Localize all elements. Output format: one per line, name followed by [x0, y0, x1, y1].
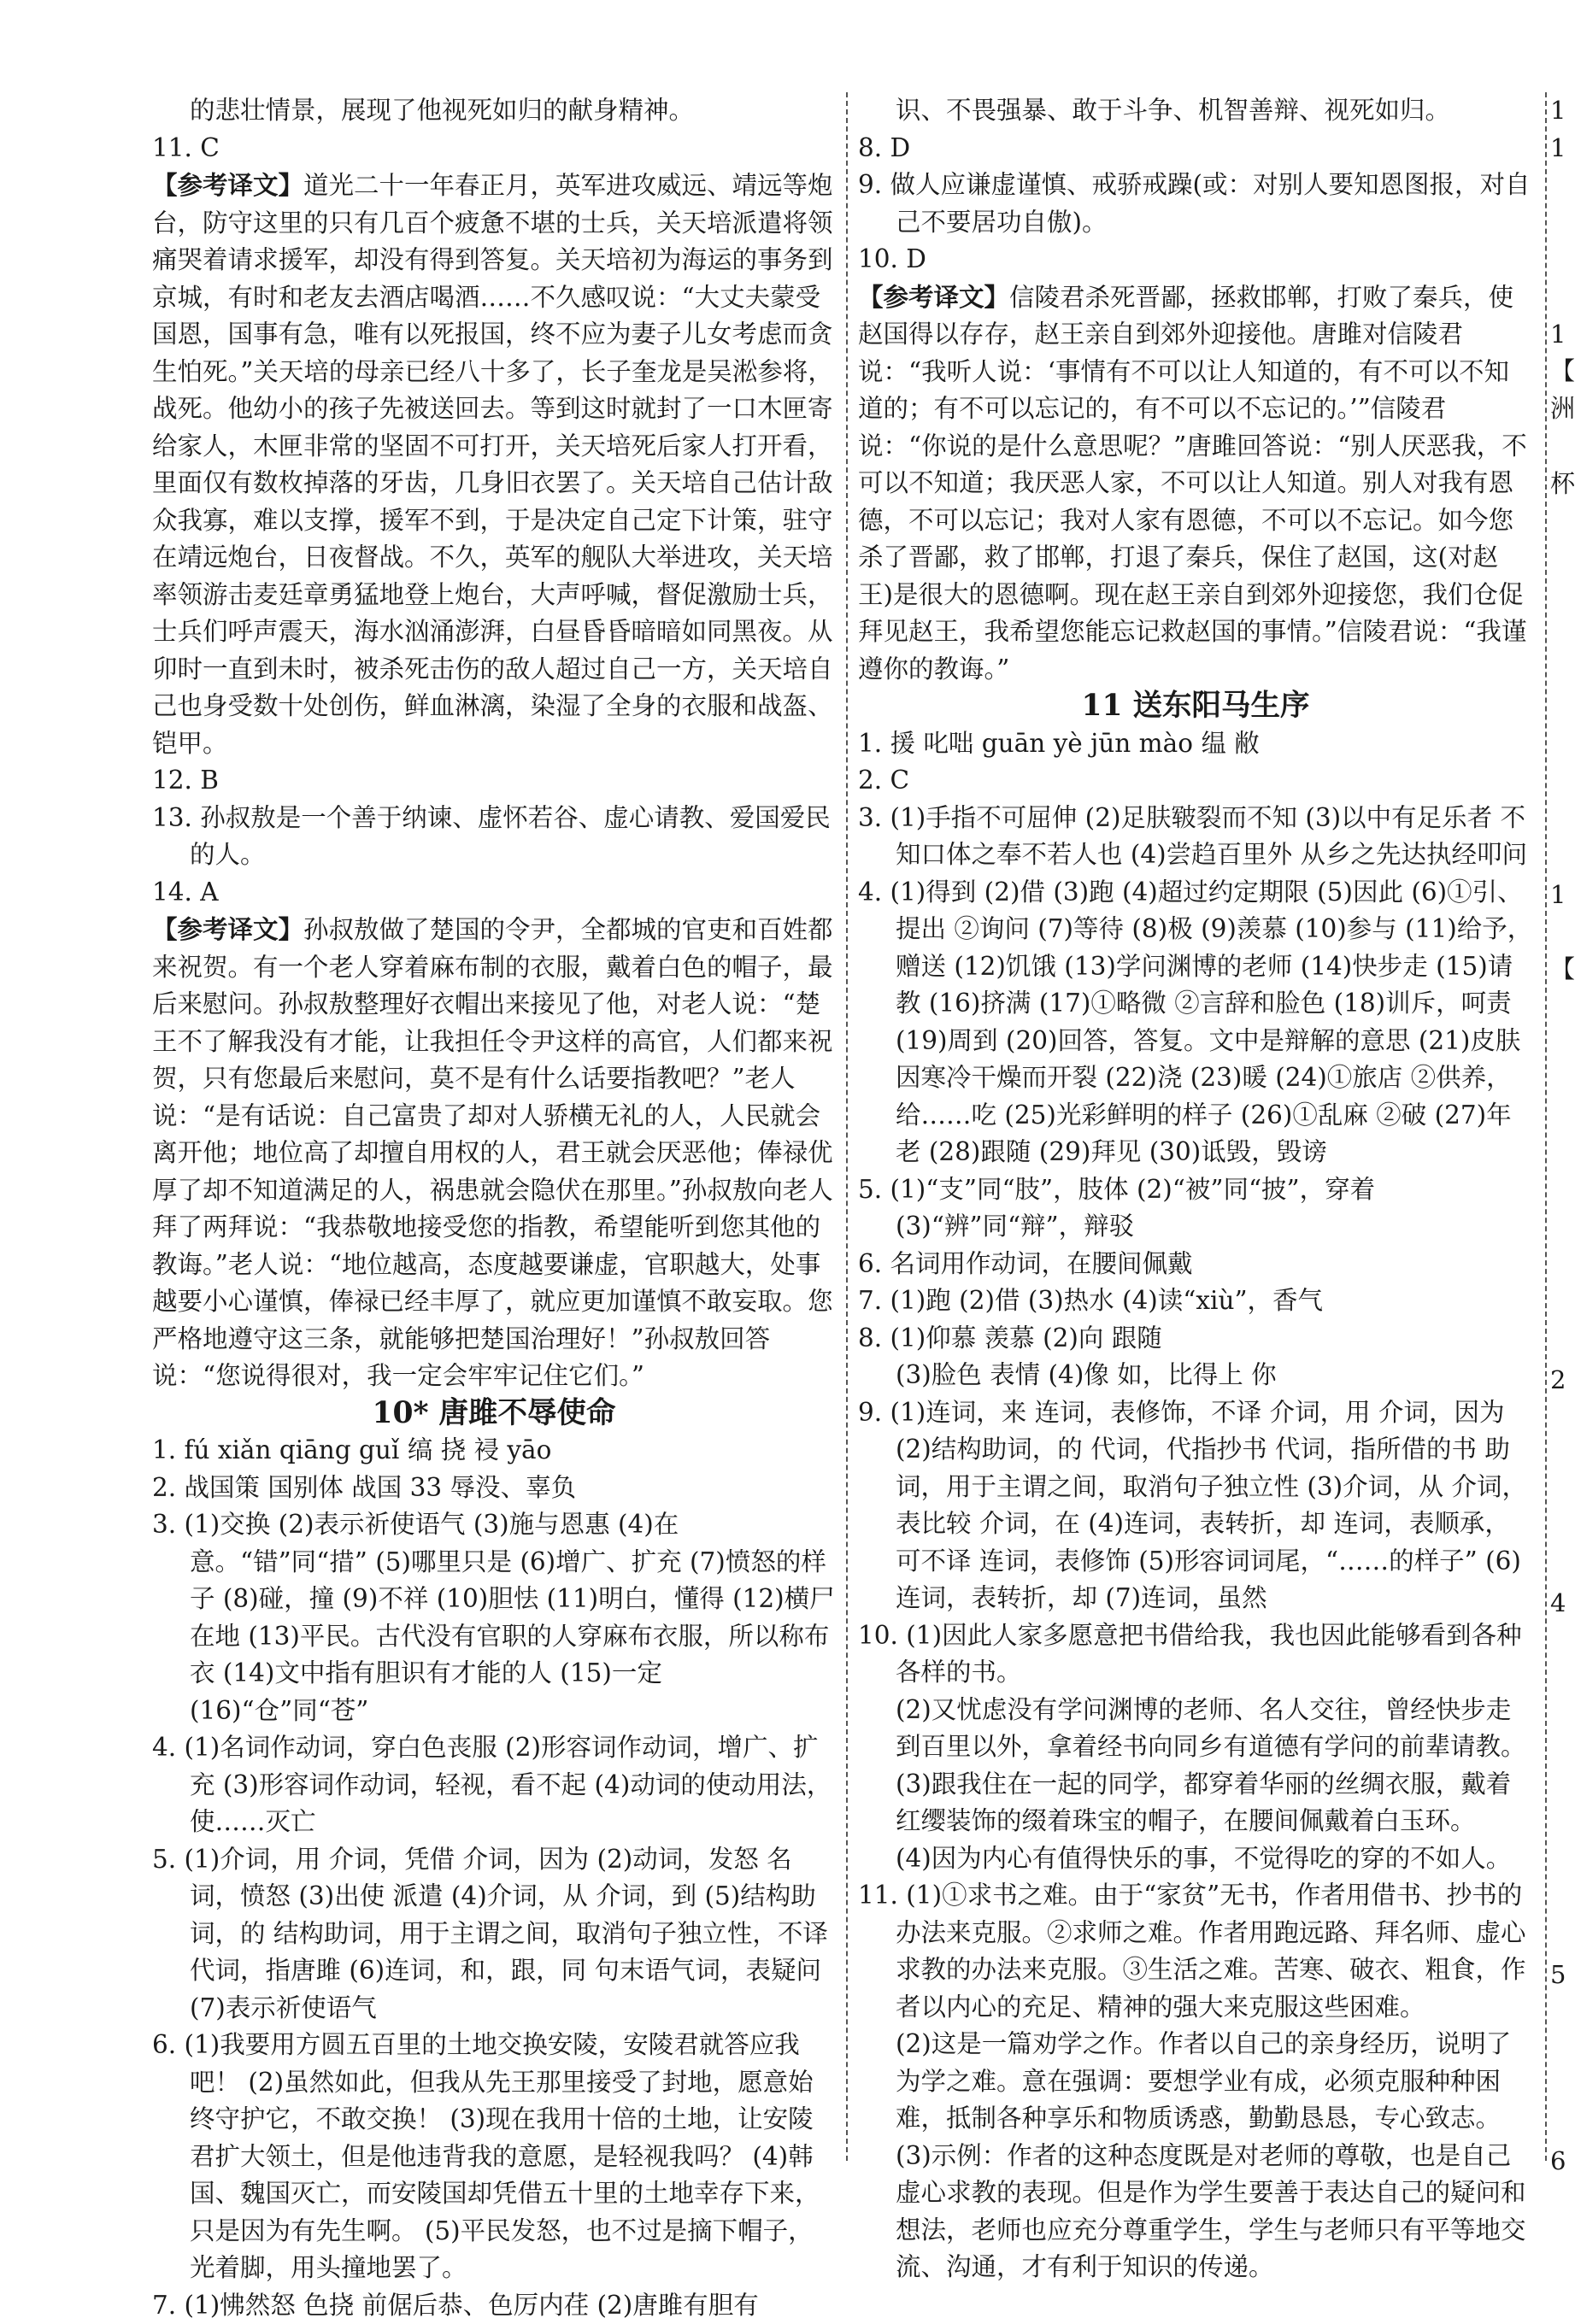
answer-paragraph	[858, 725, 1533, 763]
edge-fragment: 【	[1550, 951, 1575, 989]
answer-paragraph	[858, 1877, 1533, 2026]
paragraph-text: 1. 援 叱咄 guān yè jūn mào 缊 敝	[858, 729, 1260, 758]
answer-paragraph	[152, 1841, 836, 2028]
paragraph-text: 孙叔敖做了楚国的令尹，全都城的官吏和百姓都来祝贺。有一个老人穿着麻布制的衣服，戴着白色的帽子，最后来慰问。孙叔敖整理好衣帽出来接见了他，对老人说：“楚王不了解我没有才能，让我担任令尹这样的高官，人们都来祝贺，只有您最后来慰问，莫不是有什么话要指教吧？”老人说：“是有话说：自己富贵了却对人骄横无礼的人，人民就会离开他；地位高了却擅自用权的人，君王就会厌恶他；俸禄优厚了却不知道满足的人，祸患就会隐伏在那里。”孙叔敖向老人拜了两拜说：“我恭敬地接受您的指教，希望能听到您其他的教诲。”老人说：“地位越高，态度越要谦虚，官职越大，处事越要小心谨慎，俸禄已经丰厚了，就应更加谨慎不敢妄取。您严格地遵守这三条，就能够把楚国治理好！”孙叔敖回答说：“您说得很对，我一定会牢牢记住它们。”	[152, 915, 833, 1390]
answer-paragraph	[858, 1394, 1533, 1617]
paragraph-text: (4)因为内心有值得快乐的事，不觉得吃的穿的不如人。	[896, 1844, 1511, 1873]
paragraph-text: 2. C	[858, 766, 909, 795]
answer-paragraph	[858, 1282, 1533, 1320]
answer-paragraph	[858, 92, 1533, 130]
paragraph-text: 信陵君杀死晋鄙，拯救邯郸，打败了秦兵，使赵国得以存存，赵王亲自到郊外迎接他。唐雎对信陵君说：“我听人说：‘事情有不可以让人知道的，有不可以不知道的；有不可以忘记的，有不可以不忘记的。’”信陵君说：“你说的是什么意思呢？”唐雎回答说：“别人厌恶我，不可以不知道；我厌恶人家，不可以让人知道。别人对我有恩德，不可以忘记；我对人家有恩德，不可以不忘记。如今您杀了晋鄙，救了邯郸，打退了秦兵，保住了赵国，这(对赵王)是很大的恩德啊。现在赵王亲自到郊外迎接您，我们仓促拜见赵王，我希望您能忘记救赵国的事情。”信陵君说：“我谨遵你的教诲。”	[858, 283, 1527, 684]
reference-translation-tag: 【参考译文】	[858, 282, 1009, 312]
answer-paragraph	[152, 1506, 836, 1729]
column-divider-left	[846, 92, 848, 2161]
answer-paragraph	[152, 130, 836, 167]
edge-fragment: 1	[1550, 877, 1566, 914]
answer-paragraph	[858, 241, 1533, 279]
paragraph-text: (2)又忧虑没有学问渊博的老师、名人交往，曾经快步走到百里以外，拿着经书向同乡有道德有学问的前辈请教。	[896, 1695, 1526, 1762]
answer-paragraph	[858, 2138, 1533, 2286]
paragraph-text: 3. (1)交换 (2)表示祈使语气 (3)施与恩惠 (4)在意。“错”同“措” (5)哪里只是 (6)增广、扩充 (7)愤怒的样子 (8)碰，撞 (9)不祥 (10)胆怯 (11)明白，懂得 (12)横尸在地 (13)平民。古代没有官职的人穿麻布衣服，所以称布衣 (14)文中指有胆识有才能的人 (15)一定 (16)“仓”同“苍”	[152, 1510, 835, 1725]
edge-fragment: 【	[1550, 353, 1575, 390]
answer-paragraph	[858, 2026, 1533, 2138]
answer-paragraph	[858, 1320, 1533, 1358]
reference-translation-tag: 【参考译文】	[152, 914, 303, 944]
answer-paragraph	[858, 1357, 1533, 1394]
column-divider-right	[1545, 92, 1547, 2161]
paragraph-text: 7. (1)跑 (2)借 (3)热水 (4)读“xiù”，香气	[858, 1286, 1323, 1315]
edge-fragment: 5	[1550, 1957, 1566, 1994]
left-column	[152, 92, 836, 2324]
answer-paragraph	[858, 800, 1533, 874]
edge-fragment: 6	[1550, 2143, 1566, 2180]
answer-paragraph	[858, 130, 1533, 167]
paragraph-text: 5. (1)介词，用 介词，凭借 介词，因为 (2)动词，发怒 名词，愤怒 (3)出使 派遣 (4)介词，从 介词，到 (5)结构助词，的 结构助词，用于主谓之间，取消句子独立性，不译 代词，指唐雎 (6)连词，和，跟，同 句末语气词，表疑问 (7)表示祈使语气	[152, 1845, 828, 2022]
answer-paragraph	[858, 279, 1533, 689]
answer-paragraph	[858, 1171, 1533, 1246]
answer-paragraph	[152, 2027, 836, 2287]
paragraph-text: 9. (1)连词，来 连词，表修饰，不译 介词，用 介词，因为 (2)结构助词，的 代词，代指抄书 代词，指所借的书 助词，用于主谓之间，取消句子独立性 (3)介词，从 介词，表比较 介词，在 (4)连词，表转折，却 连词，表顺承，可不译 连词，表修饰 (5)形容词词尾，“……的样子” (6)连词，表转折，却 (7)连词，虽然	[858, 1398, 1527, 1613]
section-title	[858, 688, 1533, 725]
answer-paragraph	[152, 2287, 836, 2324]
edge-fragment: 4	[1550, 1585, 1566, 1623]
paragraph-text: 4. (1)名词作动词，穿白色丧服 (2)形容词作动词，增广、扩充 (3)形容词作动词，轻视，看不起 (4)动词的使动用法，使……灭亡	[152, 1733, 832, 1836]
paragraph-text: 8. (1)仰慕 羡慕 (2)向 跟随	[858, 1323, 1162, 1353]
edge-fragment: 1	[1550, 130, 1566, 167]
answer-paragraph	[858, 1766, 1533, 1840]
reference-translation-tag: 【参考译文】	[152, 170, 303, 200]
edge-fragment: 1	[1550, 316, 1566, 354]
section-title	[152, 1395, 836, 1433]
paragraph-text: 11. (1)①求书之难。由于“家贫”无书，作者用借书、抄书的办法来克服。②求师之难。作者用跑远路、拜名师、虚心求教的办法来克服。③生活之难。苦寒、破衣、粗食，作者以内心的充足、精神的强大来克服这些困难。	[858, 1881, 1526, 2022]
paragraph-text: 11 送东阳马生序	[1081, 689, 1309, 723]
answer-paragraph	[858, 1692, 1533, 1766]
paragraph-text: 11. C	[152, 133, 220, 162]
answer-paragraph	[152, 167, 836, 762]
paragraph-text: (3)跟我住在一起的同学，都穿着华丽的丝绸衣服，戴着红缨装饰的缀着珠宝的帽子，在腰间佩戴着白玉环。	[896, 1769, 1511, 1836]
answer-paragraph	[152, 874, 836, 912]
paragraph-text: 的悲壮情景，展现了他视死如归的献身精神。	[190, 96, 694, 125]
edge-fragment: 洲	[1550, 390, 1575, 428]
answer-paragraph	[152, 1470, 836, 1507]
paragraph-text: 10* 唐雎不辱使命	[372, 1396, 615, 1430]
paragraph-text: 3. (1)手指不可屈伸 (2)足肤皲裂而不知 (3)以中有足乐者 不知口体之奉不若人也 (4)尝趋百里外 从乡之先达执经叩问	[858, 803, 1527, 870]
paragraph-text: 7. (1)怫然怒 色挠 前倨后恭、色厉内荏 (2)唐雎有胆有	[152, 2291, 759, 2320]
answer-paragraph	[858, 1617, 1533, 1692]
paragraph-text: (3)脸色 表情 (4)像 如，比得上 你	[896, 1360, 1277, 1389]
answer-paragraph	[152, 911, 836, 1395]
paragraph-text: 道光二十一年春正月，英军进攻威远、靖远等炮台，防守这里的只有几百个疲惫不堪的士兵，关天培派遣将领痛哭着请求援军，却没有得到答复。关天培初为海运的事务到京城，有时和老友去酒店喝酒……不久感叹说：“大丈夫蒙受国恩，国事有急，唯有以死报国，终不应为妻子儿女考虑而贪生怕死。”关天培的母亲已经八十多了，长子奎龙是吴淞参将，战死。他幼小的孩子先被送回去。等到这时就封了一口木匣寄给家人，木匣非常的坚固不可打开，关天培死后家人打开看，里面仅有数枚掉落的牙齿，几身旧衣罢了。关天培自己估计敌众我寡，难以支撑，援军不到，于是决定自己定下计策，驻守在靖远炮台，日夜督战。不久，英军的舰队大举进攻，关天培率领游击麦廷章勇猛地登上炮台，大声呼喊，督促激励士兵，士兵们呼声震天，海水汹涌澎湃，白昼昏昏暗暗如同黑夜。从卯时一直到未时，被杀死击伤的敌人超过自己一方，关天培自己也身受数十处创伤，鲜血淋漓，染湿了全身的衣服和战盔、铠甲。	[152, 171, 833, 758]
paragraph-text: 2. 战国策 国别体 战国 33 辱没、辜负	[152, 1473, 576, 1502]
answer-paragraph	[858, 1246, 1533, 1283]
answer-paragraph	[858, 167, 1533, 241]
paragraph-text: 5. (1)“支”同“肢”，肢体 (2)“被”同“披”，穿着 (3)“辨”同“辩”，辩驳	[858, 1175, 1375, 1241]
answer-paragraph	[858, 762, 1533, 800]
paragraph-text: 9. 做人应谦虚谨慎、戒骄戒躁(或：对别人要知恩图报，对自己不要居功自傲)。	[858, 170, 1531, 237]
answer-paragraph	[858, 1840, 1533, 1878]
paragraph-text: 12. B	[152, 766, 219, 795]
paragraph-text: 10. D	[858, 244, 926, 273]
paragraph-text: 10. (1)因此人家多愿意把书借给我，我也因此能够看到各种各样的书。	[858, 1621, 1522, 1687]
answer-paragraph	[152, 762, 836, 800]
answer-paragraph	[152, 92, 836, 130]
answer-paragraph	[152, 1432, 836, 1470]
answer-paragraph	[152, 1729, 836, 1841]
paragraph-text: 4. (1)得到 (2)借 (3)跑 (4)超过约定期限 (5)因此 (6)①引、提出 ②询问 (7)等待 (8)极 (9)羡慕 (10)参与 (11)给予，赠送 (12)饥饿 (13)学问渊博的老师 (14)快步走 (15)请教 (16)挤满 (17)①略微 ②言辞和脸色 (18)训斥，呵责 (19)周到 (20)回答，答复。文中是辩解的意思 (21)皮肤因寒冷干燥而开裂 (22)浇 (23)暖 (24)①旅店 ②供养，给……吃 (25)光彩鲜明的样子 (26)①乱麻 ②破 (27)年老 (28)跟随 (29)拜见 (30)诋毁，毁谤	[858, 877, 1532, 1167]
paragraph-text: (3)示例：作者的这种态度既是对老师的尊敬，也是自己虚心求教的表现。但是作为学生要善于表达自己的疑问和想法，老师也应充分尊重学生，学生与老师只有平等地交流、沟通，才有利于知识的传递。	[896, 2141, 1526, 2282]
paragraph-text: 6. 名词用作动词，在腰间佩戴	[858, 1249, 1193, 1278]
paragraph-text: 14. A	[152, 877, 219, 907]
edge-fragment: 杯	[1550, 466, 1575, 503]
edge-fragment: 2	[1550, 1362, 1566, 1400]
paragraph-text: 1. fú xiǎn qiāng guǐ 缟 挠 祲 yāo	[152, 1435, 551, 1464]
answer-paragraph	[152, 800, 836, 874]
paragraph-text: 8. D	[858, 133, 910, 162]
answer-paragraph	[858, 874, 1533, 1171]
paragraph-text: (2)这是一篇劝学之作。作者以自己的亲身经历，说明了为学之难。意在强调：要想学业有成，必须克服种种困难，抵制各种享乐和物质诱惑，勤勤恳恳，专心致志。	[896, 2029, 1511, 2133]
middle-column	[858, 92, 1533, 2286]
paragraph-text: 6. (1)我要用方圆五百里的土地交换安陵，安陵君就答应我吧！ (2)虽然如此，但我从先王那里接受了封地，愿意始终守护它，不敢交换！ (3)现在我用十倍的土地，让安陵君扩大领土，但是他违背我的意愿，是轻视我吗？ (4)韩国、魏国灭亡，而安陵国却凭借五十里的土地幸存下来，只是因为有先生啊。 (5)平民发怒，也不过是摘下帽子，光着脚，用头撞地罢了。	[152, 2030, 820, 2282]
paragraph-text: 识、不畏强暴、敢于斗争、机智善辩、视死如归。	[896, 96, 1450, 125]
edge-fragment: 1	[1550, 92, 1566, 130]
paragraph-text: 13. 孙叔敖是一个善于纳谏、虚怀若谷、虚心请教、爱国爱民的人。	[152, 803, 831, 870]
